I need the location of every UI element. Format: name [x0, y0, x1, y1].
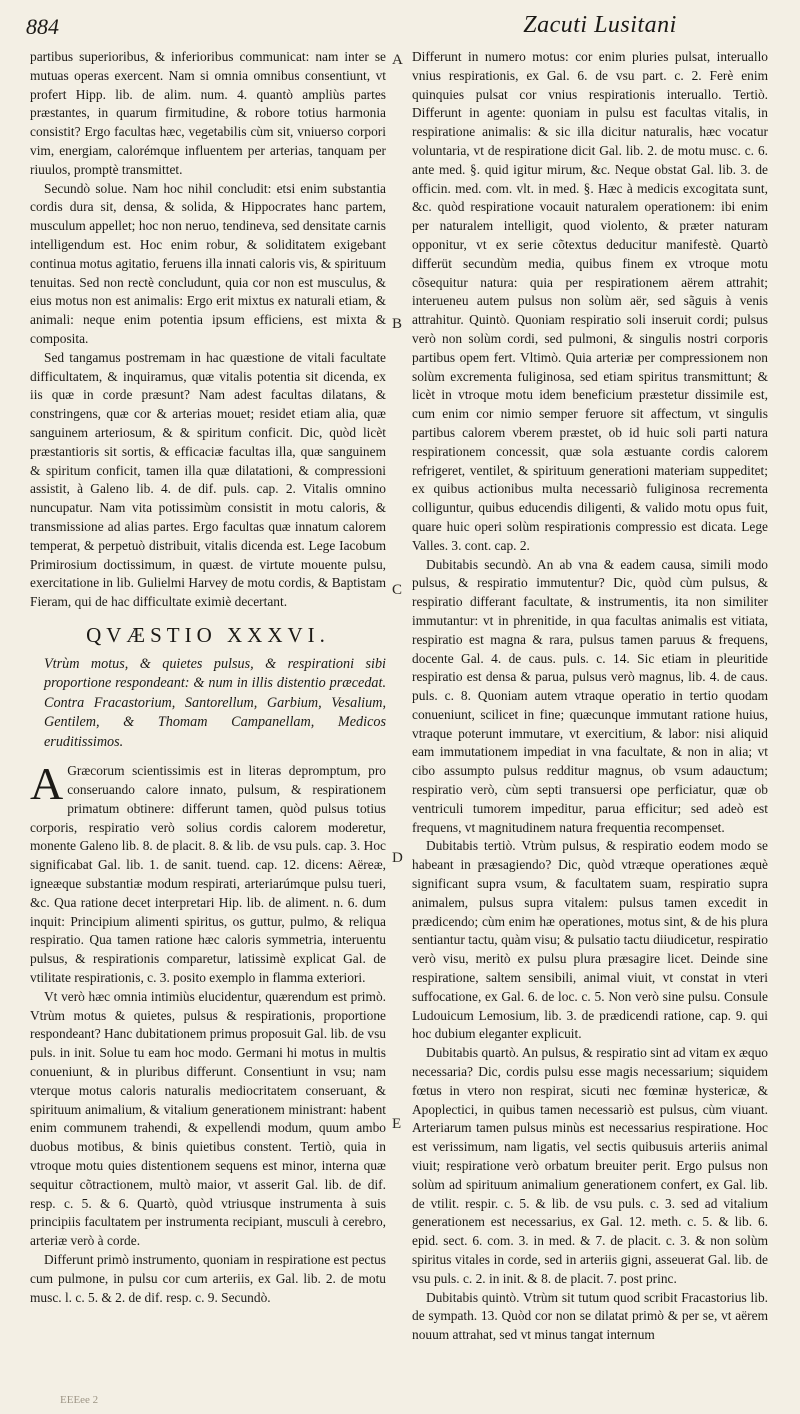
- right-column: [412, 48, 768, 1410]
- margin-letter: A: [392, 52, 403, 68]
- signature-mark: EEEee 2: [60, 1394, 99, 1406]
- left-column: [30, 48, 386, 1410]
- running-title: Zacuti Lusitani: [523, 12, 677, 38]
- paragraph: Differunt primò instrumento, quoniam in respiratione est pectus cum pulmone, in pulsu cor cum arteriis, ex Gal. lib. 2. de motu musc. l. c. 5. & 2. de dif. resp. c. 9. Secundò.: [30, 1251, 386, 1305]
- paragraph: Differunt in numero motus: cor enim pluries pulsat, interuallo vnius respirationis, ex Gal. 6. de vsu part. c. 2. Ferè enim quinquies pulsat cor vnius respirationis interuallo. Tertiò. Differunt in agente: quoniam in pulsu est facultas vitalis, in respiratione animalis: & sic illa dicitur naturalis, hæc vocatur voluntaria, vt de respiratione dicit Gal. lib. 2. de motu musc. c. 6. ante med. §. quid igitur mirum, &c. Neque obstat Gal. lib. 3. de officin. med. com. vlt. in med. §. Hæc à medicis excogitata sunt, &c. quòd respiratione vocauit naturalem operationem: ibi enim per naturalem intelligit, quod violento, & præter naturam opponitur, vt ex serie cõtextus deducitur manifestè. Quartò differüt secundùm media, quibus finem ex vtroque motu cõsequitur natura: quia per respirationem aërem attrahit; interueneu autem pulsus non solùm aër, sed sãguis à venis attrahitur. Quintò. Quoniam respiratio soli inseruit cordi; pulsus verò non solùm cordi, sed pulmoni, & singulis nostri corporis partibus opem fert. Vltimò. Quia arteriæ per compressionem non solùm excrementa fuliginosa, sed etiam spiritus transmittunt; & licèt in vtroque motu idem beneficium præstetur dissimile est, cum enim cor nimio semper feruore sit affectum, vt singulis partibus calorem vberem præstet, ob id huic soli parti natura respirationem concessit, quæ sola æstuante cordis calorem refrigeret, ventilet, & spirituum generationi materiam suppeditet; ex quibus actionibus multa necessariò fuliginosa recrementa colliguntur, quibus educendis diligenti, & valido motu opus fuit, quare huic operi solùm respirationis compressio est dicata. Lege Valles. 3. cont. cap. 2.: [412, 49, 768, 553]
- margin-letter: E: [392, 1116, 402, 1132]
- paragraph: Vt verò hæc omnia intimiùs elucidentur, quærendum est primò. Vtrùm motus & quietes, pulsus & respirationis, proportione respondeant? Hanc dubitationem primus proposuit Gal. lib. de vsu puls. in init. Solue tu eam hoc modo. Germani hi motus in multis conueniunt, & in pluribus differunt. Consentiunt in vsu; nam vterque motus caloris naturalis mediocritatem conseruant, & spirituum animalium, & vitalium generationem ministrant: habent enim communem trahendi, & expellendi modum, quum ambo duobus motibus, & binis quietibus constent. Tertiò, quia in vtroque motu quies distentionem sequens est minor, interna quæ sequitur cõtractionem, multò maior, vt asserit Gal. lib. de dif. resp. c. 5. & 6. Quartò, quòd vtriusque instrumenta à suis principiis facultatem per instrumenta recipiant, musculi à cerebro, arteriæ verò à corde.: [30, 988, 386, 1249]
- paragraph: Dubitabis secundò. An ab vna & eadem causa, simili modo pulsus, & respiratio immutentur? Dic, quòd cùm pulsus, & respiratio differant facultate, & instrumentis, ita non similiter immutantur: vt in phrenitide, in qua facultas animalis est vitiata, respiratio est magna & rara, pulsus tamen paruus & frequens, docente Gal. 4. de caus. puls. c. 14. Sic etiam in pleuritide respiratio est densa & parua, pulsus verò magnus, lib. 4. de caus. puls. c. 8. Quoniam autem vtraque operatio in tertio quodam conueniunt, scilicet in fine; quæcunque immutant ratione huius, vtraque poterunt immutare, vt exercitium, & labor: nisi aliquid eam immutationem impediat in vna facultate, & non in alia; vt cibo assumpto pulsus redditur magnus, ob vsum adauctum; respiratio verò, cùm septi transuersi ope perficiatur, quæ ob ventriculi tumorem impeditur, parua efficitur; sed adeò est frequens, vt magnitudinem natura frequentia recompenset.: [412, 556, 768, 835]
- question-title: QVÆSTIO XXXVI.: [86, 622, 330, 647]
- paragraph-text: Græcorum scientissimis est in literas depromptum, pro conseruando calore innato, pulsum, & respirationem primatum obtinere: differunt tamen, quòd pulsus totius corporis, respiratio verò solius cordis calorem moderetur, monente Galeno lib. 8. de placit. 8. & lib. de vsu puls. cap. 3. Hoc significabat Gal. lib. 1. de sanit. tuend. cap. 12. dicens: Aëreæ, igneæque substantiæ modum respirati, arteriarúmque pulsu tueri, &c. Qua ratione decet interpretari Hip. lib. de aliment. n. 6. dum inquit: Principium alimenti spiritus, os guttur, pulmo, & reliqua respiratio. Qua tamen ratione hæc caloris symmetria, interuentu pulsus, & respirationis comparetur, latissimè explicat Gal. de vtilitate respirationis, c. 3. posito exemplo in flamma exteriori.: [30, 763, 386, 985]
- question-subtitle: Vtrùm motus, & quietes pulsus, & respirationi sibi proportione respondeant: & num in illis distentio præcedat. Contra Fracastorium, Santorellum, Garbium, Vesalium, Gentilem, & Thomam Campanellam, Medicos eruditissimos.: [44, 655, 386, 750]
- paragraph: Dubitabis tertiò. Vtrùm pulsus, & respiratio eodem modo se habeant in præsagiendo? Dic, quòd vtræque operationes æquè significant supra vsum, & facultatem suam, respiratio supra animalem, pulsus supra vitalem: pulsus tamen excedit in prædicendo; cùm enim hæ operationes, motus sint, & de his plura sentiantur tactu, quàm visu; & pulsatio tactu diiudicetur, respiratio verò visu, meritò ex pulsu plura præsagire licet. Deinde sine respiratione, saltem sensibili, animal viuit, vt constat in vteri suffocatione, ex Gal. 6. de loc. c. 5. Non verò sine pulsu. Consule Ludouicum Lemosium, lib. 3. de prædicendi ratione, cap. 9. qui hoc dubium eleganter explicuit.: [412, 838, 768, 1042]
- margin-letter: B: [392, 316, 403, 332]
- margin-letter: C: [392, 582, 403, 598]
- drop-cap: A: [30, 758, 64, 810]
- page-header: [26, 12, 774, 42]
- paragraph: [30, 758, 386, 988]
- margin-letter: D: [392, 850, 403, 866]
- paragraph: Dubitabis quintò. Vtrùm sit tutum quod scribit Fracastorius lib. de sympath. 13. Quòd cor non se dilatat primò & per se, vt aërem nouum attrahat, sed vt minus tangat internum: [412, 1289, 768, 1343]
- paragraph: Dubitabis quartò. An pulsus, & respiratio sint ad vitam ex æquo necessaria? Dic, cordis pulsu esse magis necessarium; siquidem fœtus in vtero non respirat, sicuti nec fœminæ hystericæ, & Apoplectici, in quibus tamen necessariò est pulsus, cùm viuant. Arteriarum tamen pulsus minùs est necessarius respiratione. Hoc est verissimum, nam ligatis, vel sectis quibusuis arteriis animal viuit; respiratione verò orbatum breuiter perit. Ergo pulsus non solùm ad spirituum animalium generationem confert, ex Gal. lib. de vtilit. respir. c. 5. & lib. de vsu puls. c. 3. sed ad vitalium generationem est necessarius, ex Gal. 12. meth. c. 5. & lib. 6. epid. sect. 6. com. 3. in med. & 7. de placit. c. 3. & non solùm spiritus vitales in corde, sed in arteriis gigni, asseuerat Gal. lib. de vsu puls. c. 2. in init. & 8. de placit. 7. post princ.: [412, 1045, 768, 1286]
- paragraph: Sed tangamus postremam in hac quæstione de vitali facultate difficultatem, & inquiramus, quæ vitalis potentia sit dicenda, ex iis quæ in corde præsunt? Nam adest facultas dilatans, & constringens, quæ cor & arterias mouet; residet etiam alia, quæ sanguinem arteriosum, & & spiritum conficit. Dic, quòd licèt præstantioris sit sortis, & efficaciæ facultas illa, quæ sanguinem & spiritum conficit, tamen illa quæ dilatationi, & compressioni assistit, à Galeno lib. 4. de dif. puls. cap. 2. Vitalis omnino nuncupatur. Nam vita potissimùm consistit in motu caloris, & transmissione ad alias partes. Ergo facultas quæ innatum calorem temperat, & perpetuò distribuit, vitalis dicenda est. Lege Iacobum Primirosium doctissimum, in quæst. de virtute mouente pulsu, exercitatione in lib. Gulielmi Harvey de motu cordis, & Baptistam Fieram, qui de hac difficultate eximiè decertant.: [30, 349, 386, 610]
- page-number: 884: [26, 14, 59, 39]
- paragraph: partibus superioribus, & inferioribus communicat: nam inter se mutuas operas exercent. Nam si omnia omnibus consentiunt, vt profert Hipp. lib. de alim. num. 4. quantò ampliùs partes præstantes, in quarum firmitudine, & robore totius harmonia consistit? Ergo facultas hæc, vegetabilis cùm sit, vniuerso corpori vim, energiam, calorémque influentem per arterias, tanquam per riuulos, promptè transmittet.: [30, 49, 386, 177]
- paragraph: Secundò solue. Nam hoc nihil concludit: etsi enim substantia cordis dura sit, densa, & solida, & Hippocrates hanc partem, musculum appellet; hoc non neruo, tendineva, sed densitate carnis intelligendum est. Hoc enim robur, & soliditatem exigebant continua motus agitatio, feruens illa innati caloris vis, & spirituum tenuitas. Sed non rectè concludunt, quia cor non est musculus, & eius motus non est animalis: Ergo erit mixtus ex naturali etiam, & animali: neque enim potentia ipsum efficiens, est mixta & composita.: [30, 180, 386, 346]
